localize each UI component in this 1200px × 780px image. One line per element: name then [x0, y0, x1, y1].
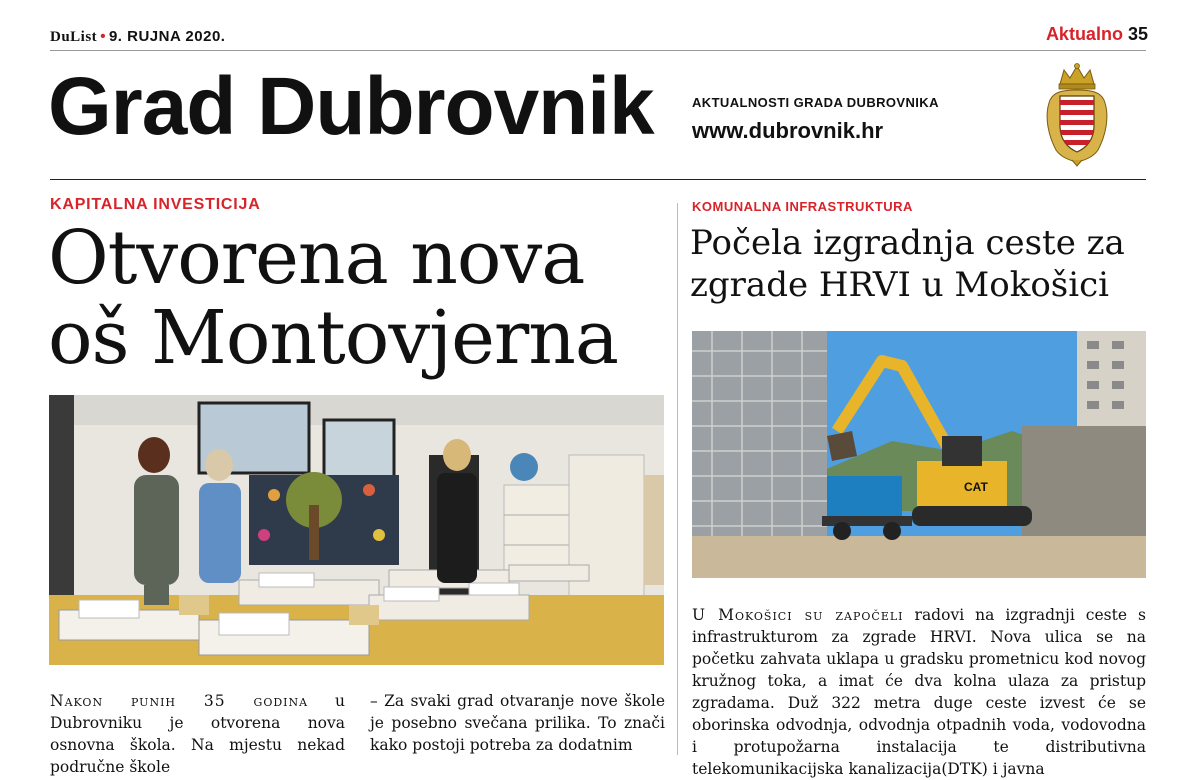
- header-rule: [50, 50, 1146, 51]
- section-name: Aktualno: [1045, 24, 1123, 44]
- left-story-column-2: – Za svaki grad otvaranje nove škole je posebno svečana prilika. To znači kako postoji potreba za dodatnim: [370, 692, 665, 754]
- masthead-title: Grad Dubrovnik: [48, 61, 654, 152]
- construction-photo: [692, 331, 1146, 578]
- running-header-right: [1046, 24, 1148, 45]
- publication-name: DuList: [50, 29, 98, 45]
- page-number: 35: [1127, 24, 1148, 44]
- classroom-photo: [49, 395, 664, 665]
- left-story-column-1: [50, 690, 345, 778]
- running-header-left: [50, 28, 225, 46]
- right-story-lead: U Mokošici su započeli: [692, 606, 904, 624]
- right-headline-line1: Počela izgradnja ceste za: [690, 223, 1125, 263]
- left-story-headline: [48, 215, 678, 381]
- coat-of-arms-icon: [1042, 60, 1112, 168]
- excavator-brand-label: CAT: [964, 480, 988, 494]
- right-story-text: radovi na izgradnji ceste s infrastrukturom za zgrade HRVI. Nova ulica se na početku zahvata uklapa u gradsku prometnicu kod novog kružnog toka, a imat će dva kolna ulaza za pristup zgradama. Duž 322 metra duge ceste izvest će se oborinska odvodnja, odvodnja otpadnih voda, vodovodna i protupožarna instalacija te distributivna telekomunikacijska kanalizacija(DTK) i javna: [692, 606, 1146, 778]
- masthead-tagline: AKTUALNOSTI GRADA DUBROVNIKA: [692, 95, 939, 110]
- right-story-body: [692, 604, 1146, 780]
- right-headline-line2: zgrade HRVI u Mokošici: [690, 265, 1110, 305]
- left-headline-line2: oš Montovjerna: [48, 295, 619, 381]
- right-story-headline: [690, 222, 1150, 306]
- masthead-website: www.dubrovnik.hr: [692, 118, 884, 143]
- right-story-kicker: KOMUNALNA INFRASTRUKTURA: [692, 199, 913, 214]
- left-headline-line1: Otvorena nova: [48, 215, 585, 301]
- left-story-lead: Nakon punih 35 godina: [50, 692, 309, 710]
- separator-dot: •: [100, 28, 106, 45]
- left-story-kicker: KAPITALNA INVESTICIJA: [50, 196, 261, 213]
- masthead-rule: [50, 179, 1146, 180]
- issue-date: 9. RUJNA 2020.: [108, 28, 226, 45]
- left-story-col1-text: u Dubrovniku je otvorena nova osnovna škola. Na mjestu nekad područne škole: [50, 692, 345, 776]
